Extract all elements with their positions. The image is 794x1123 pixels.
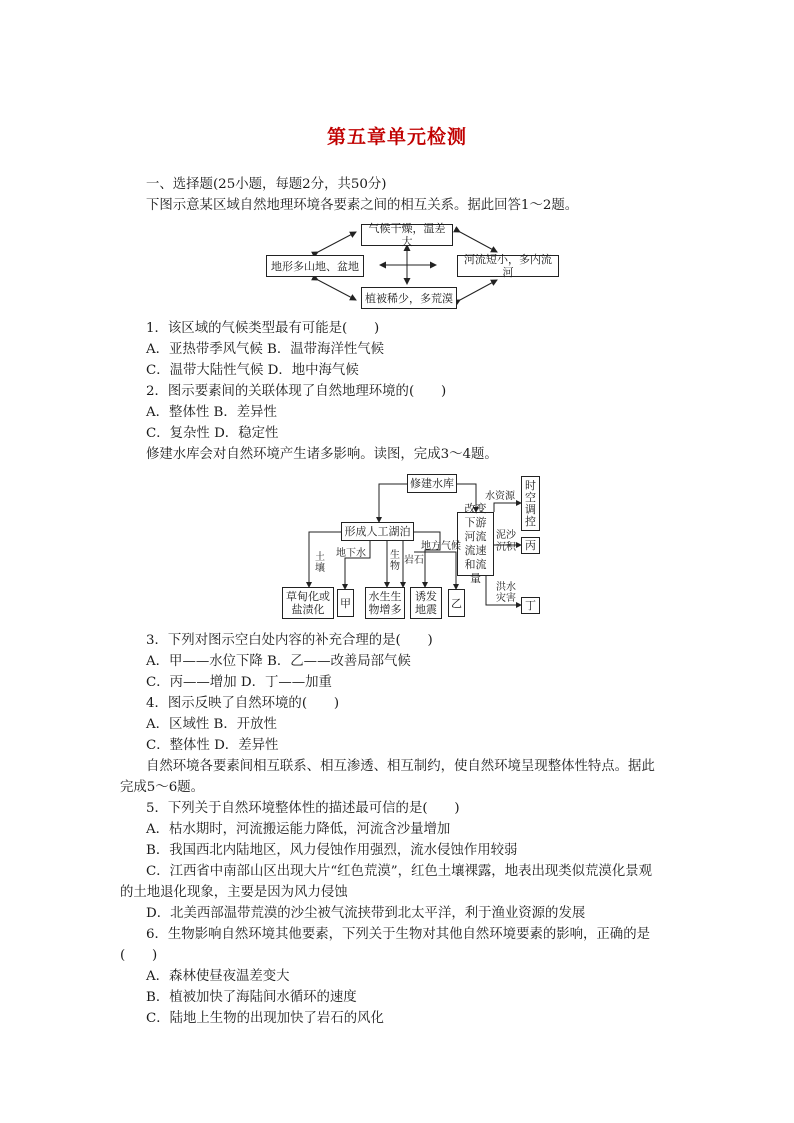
question-5: 5．下列关于自然环境整体性的描述最可信的是( ) bbox=[146, 801, 460, 816]
question-6-line1: 6．生物影响自然环境其他要素，下列关于生物对其他自然环境要素的影响，正确的是 bbox=[146, 927, 650, 942]
question-6-line2: ( ) bbox=[120, 948, 158, 963]
fig2-aquatic-box: 水生生物增多 bbox=[365, 587, 405, 619]
question-2-options-cd: C．复杂性 D．稳定性 bbox=[146, 426, 279, 441]
fig2-yi-box: 乙 bbox=[448, 589, 465, 617]
question-5-option-c-line1: C．江西省中南部山区出现大片“红色荒漠”，红色土壤裸露，地表出现类似荒漠化景观 bbox=[146, 864, 652, 879]
question-2-options-ab: A．整体性 B．差异性 bbox=[146, 405, 277, 420]
fig2-label-local-climate: 地方气候 bbox=[421, 541, 461, 552]
question-5-option-a: A．枯水期时，河流搬运能力降低，河流含沙量增加 bbox=[146, 822, 451, 837]
fig2-reservoir-box: 修建水库 bbox=[407, 474, 457, 493]
question-2: 2．图示要素间的关联体现了自然地理环境的( ) bbox=[146, 384, 447, 399]
fig2-label-soil: 土壤 bbox=[315, 552, 325, 574]
fig2-earthquake-box: 诱发地震 bbox=[410, 587, 442, 619]
fig2-label-rock: 岩石 bbox=[404, 555, 424, 566]
fig2-climate-adjust-box: 时空调控 bbox=[521, 476, 540, 531]
fig1-terrain-box: 地形多山地、盆地 bbox=[266, 255, 364, 277]
fig2-label-sediment: 泥沙沉积 bbox=[496, 530, 516, 553]
intro-q1-2: 下图示意某区域自然地理环境各要素之间的相互关系。据此回答1～2题。 bbox=[146, 198, 579, 213]
question-6-option-c: C．陆地上生物的出现加快了岩石的风化 bbox=[146, 1011, 384, 1026]
question-6-option-a: A．森林使昼夜温差变大 bbox=[146, 969, 290, 984]
question-5-option-b: B．我国西北内陆地区，风力侵蚀作用强烈，流水侵蚀作用较弱 bbox=[146, 843, 518, 858]
question-5-option-c-line2: 的土地退化现象，主要是因为风力侵蚀 bbox=[120, 885, 348, 900]
question-3: 3．下列对图示空白处内容的补充合理的是( ) bbox=[146, 633, 433, 648]
question-1-options-ab: A．亚热带季风气候 B．温带海洋性气候 bbox=[146, 342, 385, 357]
fig2-label-flood: 洪水灾害 bbox=[496, 582, 516, 604]
question-3-options-ab: A．甲——水位下降 B．乙——改善局部气候 bbox=[146, 654, 411, 669]
fig2-jia-box: 甲 bbox=[337, 589, 354, 617]
intro-q5-6-line2: 完成5～6题。 bbox=[120, 780, 204, 795]
fig1-climate-box: 气候干燥，温差大 bbox=[361, 224, 453, 246]
question-1: 1．该区域的气候类型最有可能是( ) bbox=[146, 321, 380, 336]
section-heading: 一、选择题(25小题，每题2分，共50分) bbox=[146, 177, 387, 192]
question-4-options-ab: A．区域性 B．开放性 bbox=[146, 717, 277, 732]
question-4: 4．图示反映了自然环境的( ) bbox=[146, 696, 340, 711]
fig2-label-groundwater: 地下水 bbox=[336, 548, 366, 559]
question-3-options-cd: C．丙——增加 D．丁——加重 bbox=[146, 675, 332, 690]
question-1-options-cd: C．温带大陆性气候 D．地中海气候 bbox=[146, 363, 359, 378]
fig2-label-water-resource: 水资源 bbox=[485, 491, 515, 502]
fig2-ding-box: 丁 bbox=[521, 597, 540, 614]
fig2-salinization-box: 草甸化或盐渍化 bbox=[282, 587, 334, 619]
intro-q3-4: 修建水库会对自然环境产生诸多影响。读图，完成3～4题。 bbox=[146, 447, 498, 462]
fig2-bing-box: 丙 bbox=[521, 537, 540, 554]
fig1-vegetation-box: 植被稀少，多荒漠 bbox=[361, 287, 457, 309]
intro-q5-6-line1: 自然环境各要素间相互联系、相互渗透、相互制约，使自然环境呈现整体性特点。据此 bbox=[146, 759, 655, 774]
fig1-river-box: 河流短小，多内流河 bbox=[457, 255, 559, 277]
question-6-option-b: B．植被加快了海陆间水循环的速度 bbox=[146, 990, 357, 1005]
fig2-label-biology: 生物 bbox=[390, 550, 400, 572]
fig2-downstream-change-box: 改变下游河流流速和流量 bbox=[457, 512, 494, 576]
question-5-option-d: D．北美西部温带荒漠的沙尘被气流挟带到北太平洋，利于渔业资源的发展 bbox=[146, 906, 586, 921]
fig2-lake-box: 形成人工湖泊 bbox=[341, 522, 414, 541]
page-title: 第五章单元检测 bbox=[326, 126, 467, 148]
question-4-options-cd: C．整体性 D．差异性 bbox=[146, 738, 279, 753]
